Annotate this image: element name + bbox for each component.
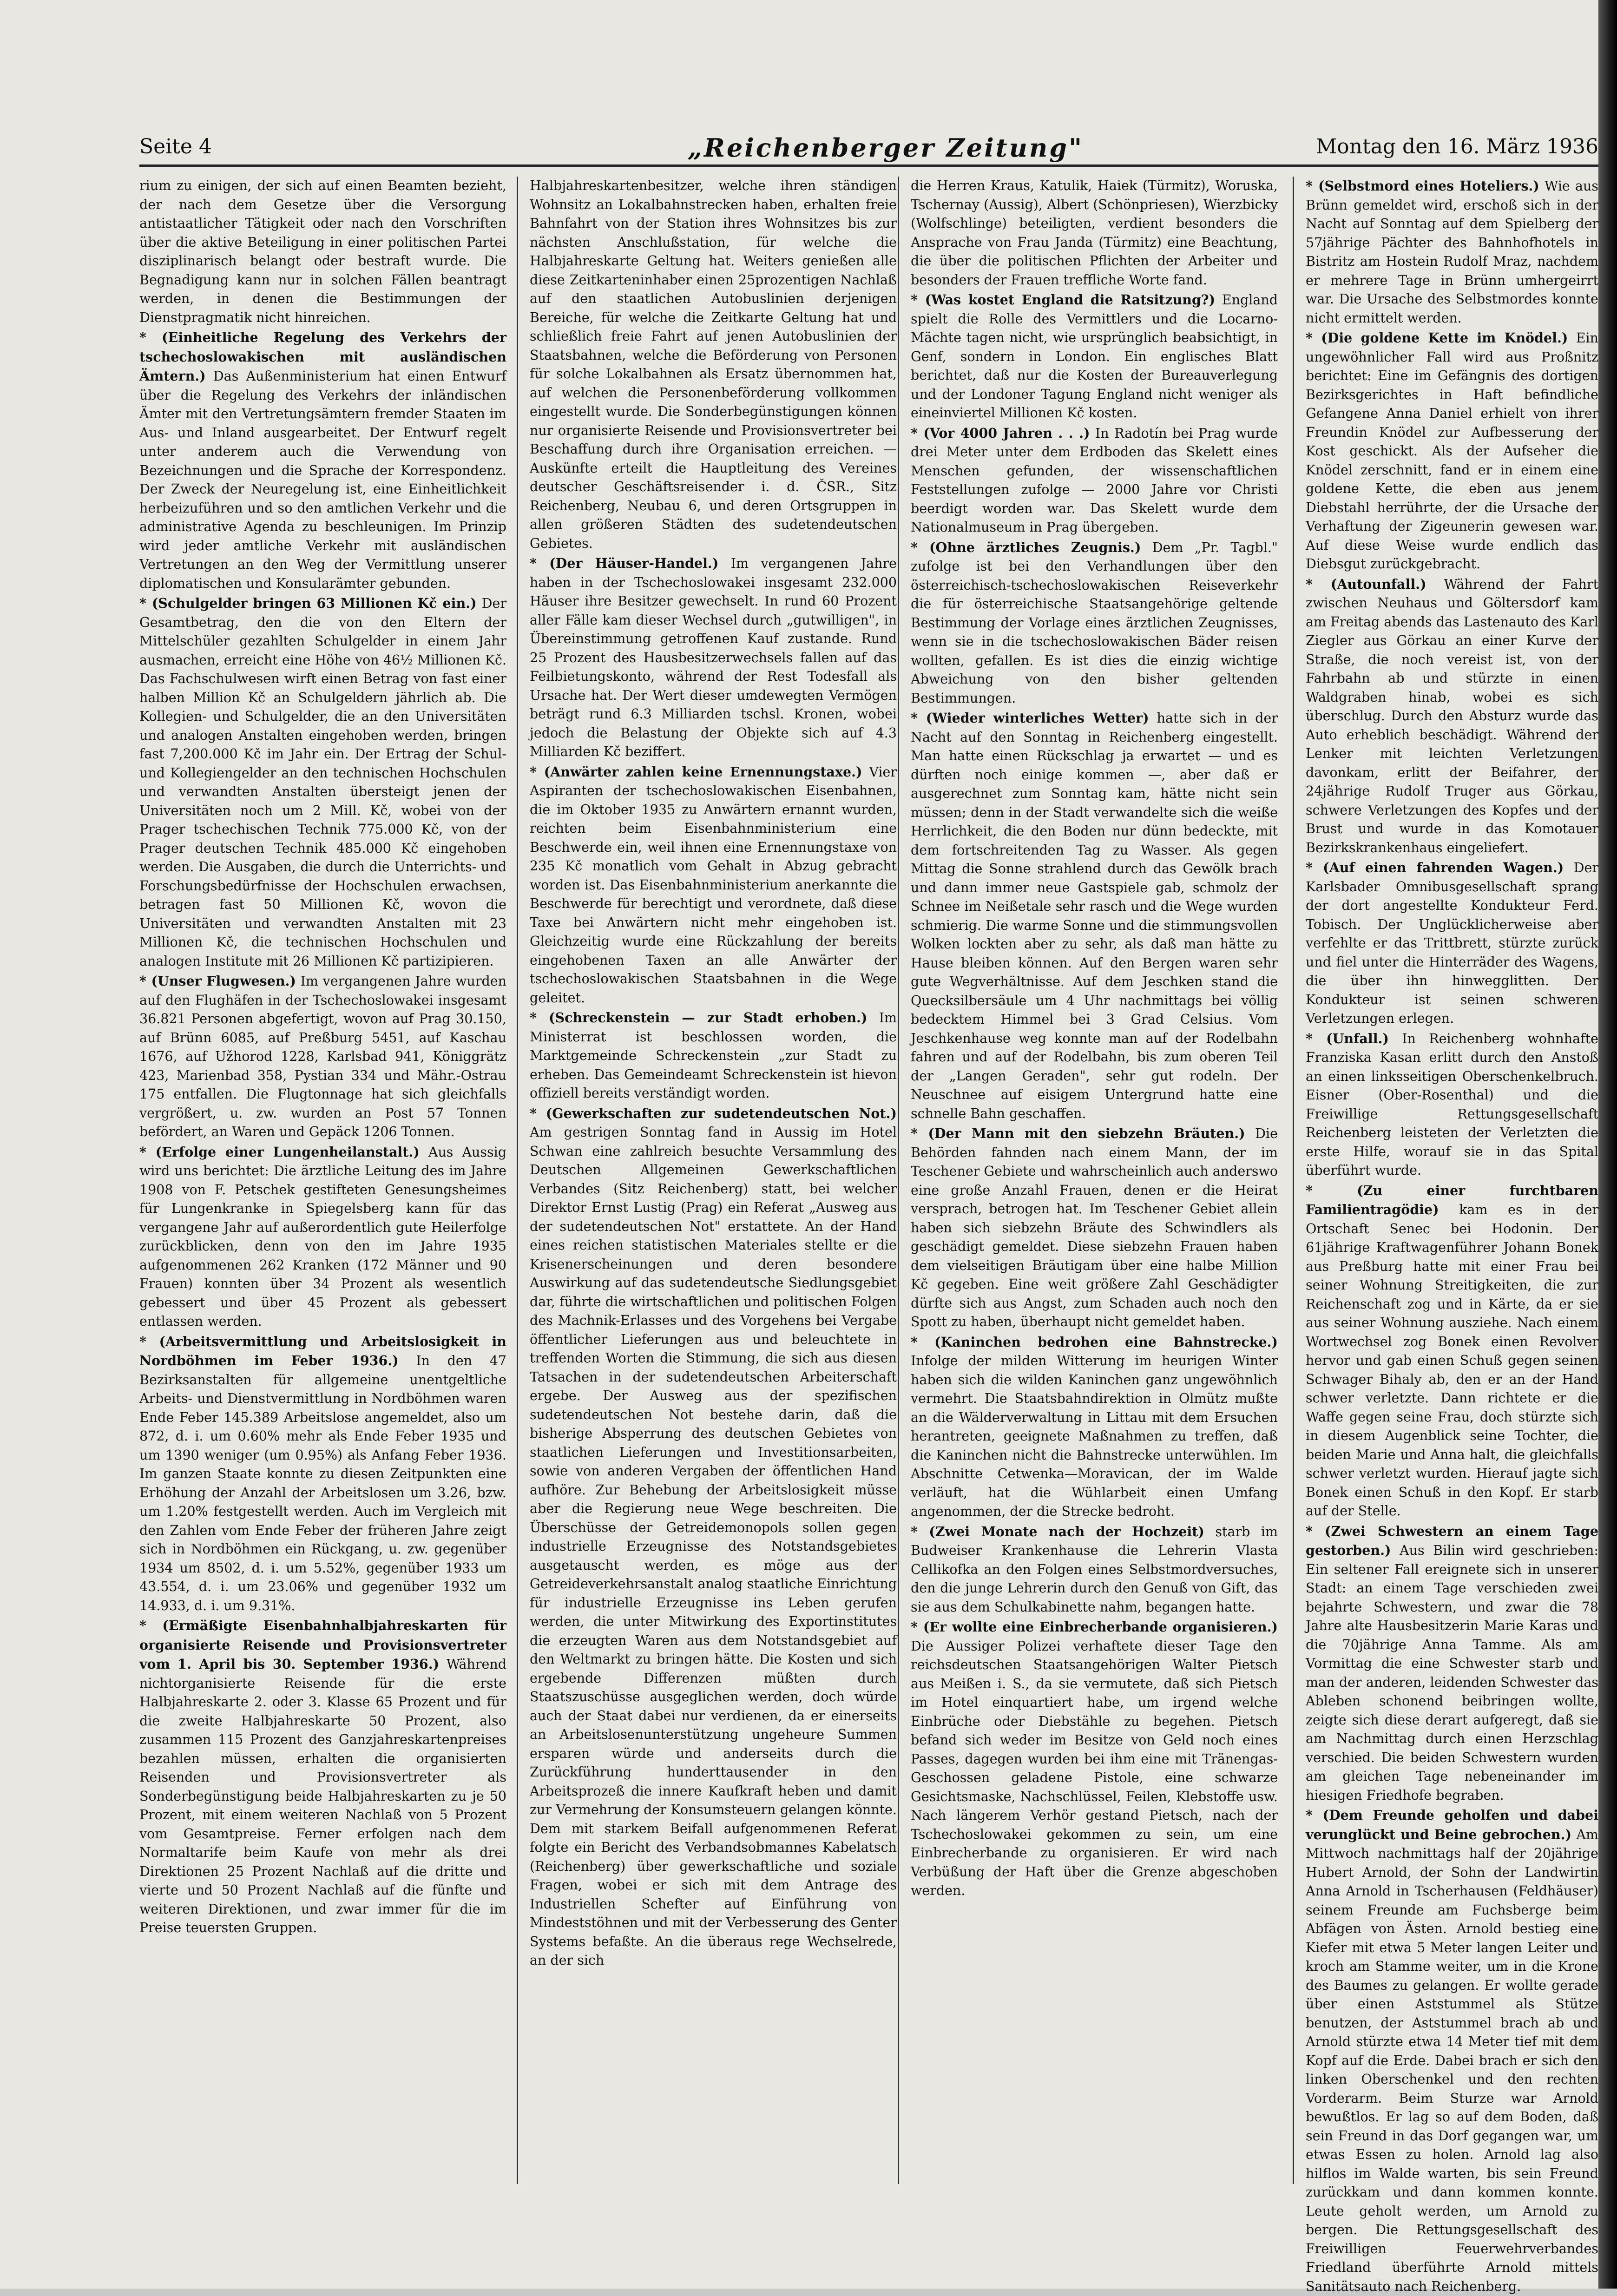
article-paragraph: * (Dem Freunde geholfen und dabei verunglückt und Beine gebrochen.) Am Mittwoch nachmittags half der 20jährige Hubert Arnold, der Sohn der Landwirtin Anna Arnold in Tscherhausen (Feldhäuser) seinem Freunde am Fuchsberge beim Abfägen von Ästen. Arnold bestieg eine Kiefer mit etwa 5 Meter langen Leiter und kroch am Stamme weiter, um in die Krone des Baumes zu gelangen. Er wollte gerade über einen Aststummel als Stütze benutzen, der Aststummel brach ab und Arnold stürzte etwa 14 Meter tief mit dem Kopf auf die Erde. Dabei brach er sich den linken Oberschenkel und den rechten Vorderarm. Beim Sturze war Arnold bewußtlos. Er lag so auf dem Boden, daß sein Freund in das Dorf gegangen war, um etwas Essen zu holen. Arnold lag also hilflos im Walde warten, bis sein Freund zurückkam und dann kommen konnte. Leute geholt werden, um Arnold zu bergen. Die Rettungsgesellschaft des Freiwilligen Feuerwehrverbandes Friedland überführte Arnold mittels Sanitätsauto nach Reichenberg.	[1306, 1807, 1598, 2294]
article-headline: * (Schreckenstein — zur Stadt erhoben.)	[530, 1010, 868, 1026]
article-paragraph: * (Unfall.) In Reichenberg wohnhafte Franziska Kasan erlitt durch den Anstoß an einen linksseitigen Oberschenkelbruch. Eisner (Ober-Rosenthal) und die Freiwillige Rettungsgesellschaft Reichenberg leisteten der Verletzten die erste Hilfe, worauf sie in das Spital überführt wurde.	[1306, 1030, 1598, 1178]
article-paragraph: * (Anwärter zahlen keine Ernennungstaxe.) Vier Aspiranten der tschechoslowakischen Eisenbahnen, die im Oktober 1935 zu Anwärtern ernannt wurden, reichten beim Eisenbahnministerium eine Beschwerde ein, weil ihnen eine Ernennungstaxe von 235 Kč monatlich vom Gehalt in Abzug gebracht worden ist. Das Eisenbahnministerium anerkannte die Beschwerde für berechtigt und verordnete, daß diese Taxe bei Anwärtern nicht mehr eingehoben ist. Gleichzeitig wurde eine Rückzahlung der bereits eingehobenen Taxen an alle Anwärter der tschechoslowakischen Staatsbahnen in die Wege geleitet.	[530, 763, 897, 1006]
article-headline: * (Er wollte eine Einbrecherbande organisieren.)	[911, 1619, 1278, 1635]
article-headline: * (Zu einer furchtbaren Familientragödie)	[1306, 1182, 1598, 1217]
article-paragraph: * (Wieder winterliches Wetter) hatte sich in der Nacht auf den Sonntag in Reichenberg eingestellt. Man hatte einen Rückschlag ja erwartet — und es dürften noch einige kommen —, aber daß er ausgerechnet zum Sonntag kam, hätte nicht sein müssen; denn in der Stadt verwandelte sich die weiße Herrlichkeit, die den Boden nur dünn bedeckte, mit dem fortschreitenden Tag zu Wasser. Als gegen Mittag die Sonne strahlend durch das Gewölk brach und dann immer neue Gastspiele gab, schmolz der Schnee im Neißetale sehr rasch und die Wege wurden schmierig. Die warme Sonne und die stimmungsvollen Wolken lockten aber zu sehr, als daß man hätte zu Hause bleiben können. Auf den Bergen waren sehr gute Wegverhältnisse. Auf dem Jeschken stand die Quecksilbersäule um 4 Uhr nachmittags bei völlig bedecktem Himmel bei 3 Grad Celsius. Vom Jeschkenhause weg konnte man auf der Rodelbahn fahren und auf der Rodelbahn, bis zum oberen Teil der „Langen Geraden", sehr gut rodeln. Der Neuschnee auf eisigem Untergrund hatte eine schnelle Bahn geschaffen.	[911, 710, 1278, 1121]
article-headline: * (Wieder winterliches Wetter)	[911, 710, 1149, 726]
article-paragraph: * (Was kostet England die Ratsitzung?) England spielt die Rolle des Vermittlers und die Locarno-Mächte tagen nicht, wie ursprünglich beabsichtigt, in Genf, sondern in London. Ein englisches Blatt berichtet, daß nur die Kosten der Bureauverlegung und der Londoner Tagung England nicht weniger als eineinviertel Millionen Kč kosten.	[911, 292, 1278, 421]
article-headline: * (Auf einen fahrenden Wagen.)	[1306, 860, 1564, 875]
column-1	[139, 177, 506, 2184]
article-headline: * (Dem Freunde geholfen und dabei verunglückt und Beine gebrochen.)	[1306, 1807, 1598, 1842]
article-headline: * (Vor 4000 Jahren . . .)	[911, 425, 1090, 441]
article-headline: * (Der Häuser-Handel.)	[530, 555, 719, 571]
article-headline: * (Anwärter zahlen keine Ernennungstaxe.)	[530, 763, 862, 780]
article-paragraph: * (Arbeitsvermittlung und Arbeitslosigkeit in Nordböhmen im Feber 1936.) In den 47 Bezirksanstalten für allgemeine unentgeltliche Arbeits- und Dienstvermittlung in Nordböhmen waren Ende Feber 145.389 Arbeitslose angemeldet, also um 872, d. i. um 0.60% mehr als Ende Feber 1935 und um 1390 weniger (um 0.95%) als Anfang Feber 1936. Im ganzen Staate konnte zu diesen Zeitpunkten eine Erhöhung der Anzahl der Arbeitslosen um 3.26, bzw. um 1.20% festgestellt werden. Auch im Vergleich mit den Zahlen vom Ende Feber der früheren Jahre zeigt sich in Nordböhmen ein Rückgang, u. zw. gegenüber 1934 um 8502, d. i. um 5.52%, gegenüber 1933 um 43.554, d. i. um 23.06% und gegenüber 1932 um 14.933, d. i. um 9.31%.	[139, 1333, 506, 1613]
article-paragraph: * (Einheitliche Regelung des Verkehrs der tschechoslowakischen mit ausländischen Ämtern.) Das Außenministerium hat einen Entwurf über die Regelung des Verkehrs der inländischen Ämter mit den Vertretungsämtern fremder Staaten im Aus- und Inland ausgearbeitet. Der Entwurf regelt unter anderem auch die Verwendung von Bezeichnungen und die Sprache der Korrespondenz. Der Zweck der Neuregelung ist, eine Einheitlichkeit herbeizuführen und so den amtlichen Verkehr und die administrative Agenda zu beschleunigen. Im Prinzip wird jeder amtliche Verkehr mit ausländischen Vertretungen an den Weg der Vermittlung unserer diplomatischen und Konsularämter gebunden.	[139, 329, 506, 591]
article-paragraph: * (Erfolge einer Lungenheilanstalt.) Aus Aussig wird uns berichtet: Die ärztliche Leitung des im Jahre 1908 von F. Petschek gestifteten Genesungsheimes für Lungenkranke in Spiegelsberg kann für das vergangene Jahr auf außerordentlich gute Heilerfolge zurückblicken, denn von den im Jahre 1935 aufgenommenen 262 Kranken (172 Männer und 90 Frauen) konnten über 34 Prozent als wesentlich gebessert und über 45 Prozent als gebessert entlassen werden.	[139, 1144, 506, 1329]
article-paragraph: * (Schulgelder bringen 63 Millionen Kč ein.) Der Gesamtbetrag, den die von den Eltern der Mittelschüler gezahlten Schulgelder in einem Jahr ausmachen, erreicht eine Höhe von 46½ Millionen Kč. Das Fachschulwesen wirft einen Betrag von fast einer halben Million Kč an Schulgeldern jährlich ab. Die Kollegien- und Schulgelder, die an den Universitäten und analogen Anstalten eingehoben werden, bringen fast 7,200.000 Kč im Jahr ein. Der Ertrag der Schul- und Kollegiengelder an den technischen Hochschulen und verwandten Anstalten übersteigt jenen der Universitäten noch um 2 Mill. Kč, wobei von der Prager tschechischen Technik 775.000 Kč, von der Prager deutschen Technik 485.000 Kč eingehoben werden. Die Ausgaben, die durch die Unterrichts- und Forschungsbedürfnisse der Hochschulen erwachsen, betragen fast 50 Millionen Kč, wovon die Universitäten und verwandten Anstalten mit 23 Millionen Kč, die technischen Hochschulen und analogen Institute mit 26 Millionen Kč partizipieren.	[139, 595, 506, 969]
article-headline: * (Die goldene Kette im Knödel.)	[1306, 330, 1568, 346]
article-paragraph: * (Autounfall.) Während der Fahrt zwischen Neuhaus und Göltersdorf kam am Freitag abends das Lastenauto des Karl Ziegler aus Görkau an einer Kurve der Straße, die noch vereist ist, von der Fahrbahn ab und stürzte in einen Waldgraben hinab, wobei es sich überschlug. Durch den Absturz wurde das Auto erheblich beschädigt. Während der Lenker mit leichten Verletzungen davonkam, erlitt der Beifahrer, der 24jährige Rudolf Truger aus Görkau, schwere Verletzungen des Kopfes und der Brust und wurde in das Komotauer Bezirkskrankenhaus eingeliefert.	[1306, 576, 1599, 855]
header-rule	[139, 164, 1598, 167]
article-paragraph: * (Vor 4000 Jahren . . .) In Radotín bei Prag wurde drei Meter unter dem Erdboden das Skelett eines Menschen gefunden, der wissenschaftlichen Feststellungen zufolge — 2000 Jahre vor Christi beerdigt worden war. Das Skelett wurde dem Nationalmuseum in Prag übergeben.	[911, 425, 1278, 535]
article-paragraph: * (Selbstmord eines Hoteliers.) Wie aus Brünn gemeldet wird, erschoß sich in der Nacht auf Sonntag auf dem Spielberg der 57jährige Pächter des Bahnhofhotels in Bistritz am Hostein Rudolf Mraz, nachdem er mehrere Tage in Brünn umhergeirrt war. Die Ursache des Selbstmordes konnte nicht ermittelt werden.	[1306, 178, 1598, 326]
article-paragraph: * (Auf einen fahrenden Wagen.) Der Karlsbader Omnibusgesellschaft sprang der dort angestellte Kondukteur Ferd. Tobisch. Der Unglücklicherweise aber verfehlte er das Trittbrett, stürzte zurück und fiel unter die Hinterräder des Wagens, die über ihn hinwegglitten. Der Kondukteur ist seinen schweren Verletzungen erlegen.	[1306, 860, 1598, 1026]
article-paragraph: * (Zwei Schwestern an einem Tage gestorben.) Aus Bilin wird geschrieben: Ein seltener Fall ereignete sich in unserer Stadt: an einem Tage verschieden zwei bejahrte Schwestern, und zwar die 78 Jahre alte Hausbesitzerin Marie Karas und die 70jährige Anna Tamme. Als am Vormittag die eine Schwester starb und man der anderen, leidenden Schwester das Ableben schonend beibringen wollte, zeigte sich diese derart aufgeregt, daß sie am Nachmittag durch einen Herzschlag verschied. Die beiden Schwestern wurden am gleichen Tage nebeneinander im hiesigen Friedhofe begraben.	[1306, 1523, 1598, 1803]
scan-edge	[1598, 0, 1617, 2289]
article-paragraph: * (Unser Flugwesen.) Im vergangenen Jahre wurden auf den Flughäfen in der Tschechoslowakei insgesamt 36.821 Personen abgefertigt, wovon auf Prag 30.150, auf Brünn 6085, auf Preßburg 5451, auf Kaschau 1676, auf Užhorod 1228, Karlsbad 941, Königgrätz 423, Marienbad 358, Pystian 334 und Mähr.-Ostrau 175 entfallen. Die Flugtonnage hat sich gleichfalls vergrößert, u. zw. wurden an Post 57 Tonnen befördert, an Waren und Gepäck 1206 Tonnen.	[139, 973, 506, 1139]
article-headline: * (Schulgelder bringen 63 Millionen Kč ein.)	[139, 595, 477, 611]
article-headline: * (Der Mann mit den siebzehn Bräuten.)	[911, 1125, 1245, 1141]
article-paragraph: * (Er wollte eine Einbrecherbande organisieren.) Die Aussiger Polizei verhaftete dieser Tage den reichsdeutschen Staatsangehörigen Walter Pietsch aus Meißen i. S., da sie vermutete, daß sich Pietsch im Hotel einquartiert habe, um irgend welche Einbrüche oder Diebstähle zu begehen. Pietsch befand sich weder im Besitze von Geld noch eines Passes, dagegen wurden bei ihm eine mit Tränengas-Geschossen geladene Pistole, eine schwarze Gesichtsmaske, Nachschlüssel, Feilen, Klebstoffe usw. Nach längerem Verhör gestand Pietsch, nach der Tschechoslowakei gekommen zu sein, um eine Einbrecherbande zu organisieren. Er wird nach Verbüßung der Haft über die Grenze abgeschoben werden.	[911, 1619, 1278, 1898]
article-paragraph: * (Der Häuser-Handel.) Im vergangenen Jahre haben in der Tschechoslowakei insgesamt 232.000 Häuser ihre Besitzer gewechselt. In rund 60 Prozent aller Fälle kam dieser Wechsel durch „gutwilligen", in Übereinstimmung getroffenen Kauf zustande. Rund 25 Prozent des Hausbesitzerwechsels fallen auf das Feilbietungskonto, während der Rest Todesfall als Ursache hat. Der Wert dieser umdewegten Vermögen beträgt rund 6.3 Milliarden tschsl. Kronen, wobei jedoch die Belastung der Objekte sich auf 4.3 Milliarden Kč beziffert.	[530, 555, 897, 759]
article-headline: * (Unfall.)	[1306, 1030, 1389, 1046]
article-headline: * (Zwei Schwestern an einem Tage gestorben.)	[1306, 1523, 1598, 1558]
article-paragraph: * (Die goldene Kette im Knödel.) Ein ungewöhnlicher Fall wird aus Proßnitz berichtet: Eine im Gefängnis des dortigen Bezirksgerichtes in Haft befindliche Gefangene Anna Daniel erhielt von ihrer Freundin Knödel zur Aufbesserung der Kost geschickt. Als der Aufseher die Knödel zerschnitt, fand er in einem eine goldene Kette, die eben aus jenem Diebstahl herrührte, der die Ursache der Verhaftung der Zigeunerin gewesen war. Auf diese Weise wurde endlich das Diebsgut zurückgebracht.	[1306, 330, 1598, 572]
column-divider	[517, 177, 518, 2184]
article-paragraph: * (Zu einer furchtbaren Familientragödie) kam es in der Ortschaft Senec bei Hodonin. Der 61jährige Kraftwagenführer Johann Bonek aus Preßburg hatte mit einer Frau bei seiner Wohnung Streitigkeiten, die zur Reichenschaft zog und in Kärte, da er sie aus seiner Wohnung ausziehe. Nach einem Wortwechsel zog Bonek einen Revolver hervor und gab einen Schuß gegen seinen Schwager Bihaly ab, den er an der Hand schwer verletzte. Dann richtete er die Waffe gegen seine Frau, doch stürzte sich in diesem Augenblick seine Tochter, die beiden Marie und Anna halt, die gleichfalls schwer verletzt wurden. Hierauf jagte sich Bonek einen Schuß in den Kopf. Er starb auf der Stelle.	[1306, 1182, 1598, 1519]
article-paragraph: * (Gewerkschaften zur sudetendeutschen Not.) Am gestrigen Sonntag fand in Aussig im Hotel Schwan eine zahlreich besuchte Versammlung des Deutschen Allgemeinen Gewerkschaftlichen Verbandes (Sitz Reichenberg) statt, bei welcher Direktor Ernst Lustig (Prag) ein Referat „Ausweg aus der sudetendeutschen Not" erstattete. An der Hand eines reichen statistischen Materiales stellte er die Krisenerscheinungen und deren besondere Auswirkung auf das sudetendeutsche Siedlungsgebiet dar, führte die wirtschaftlichen und politischen Folgen des Machnik-Erlasses und des Vorgehens bei Vergabe öffentlicher Lieferungen aus und beleuchtete in treffenden Worten die Stimmung, die sich aus diesen Tatsachen in der sudetendeutschen Arbeiterschaft ergebe. Der Ausweg aus der spezifischen sudetendeutschen Not bestehe darin, daß die bisherige Absperrung des deutschen Gebietes von staatlichen Lieferungen und Investitionsarbeiten, sowie von anderen Vergaben der öffentlichen Hand aufhöre. Zur Behebung der Arbeitslosigkeit müsse aber die Regierung neue Wege beschreiten. Die Überschüsse der Getreidemonopols sollen gegen industrielle Erzeugnisse des Notstandsgebietes ausgetauscht werden, es möge aus der Getreideverkehrsanstalt analog staatliche Einrichtung für industrielle Erzeugnisse ins Leben gerufen werden, die unter Mitwirkung des Exportinstitutes die erzeugten Waren aus dem Notstandsgebiet auf den Weltmarkt zu bringen hätte. Die Kosten und sich ergebende Differenzen müßten durch Staatszuschüsse ausgeglichen werden, doch würde auch der Staat dabei nur verdienen, da er einerseits an Arbeitslosenunterstützung ungeheure Summen ersparen würde und anderseits durch die Zurückführung hunderttausender in den Arbeitsprozeß die innere Kaufkraft heben und damit zur Vermehrung der Konsumsteuern gelangen könnte. Dem mit starkem Beifall aufgenommenen Referat folgte ein Bericht des Verbandsobmannes Kabelatsch (Reichenberg) über gewerkschaftliche und soziale Fragen, wobei er sich mit dem Antrage des Industriellen Schefter auf Einführung von Mindeststöhnen und mit der Verbesserung des Genter Systems befaßte. An die überaus rege Wechselrede, an der sich	[530, 1105, 897, 1968]
article-headline: * (Erfolge einer Lungenheilanstalt.)	[139, 1144, 420, 1160]
article-paragraph: * (Schreckenstein — zur Stadt erhoben.) Im Ministerrat ist beschlossen worden, die Marktgemeinde Schreckenstein „zur Stadt zu erheben. Das Gemeindeamt Schreckenstein ist hievon offiziell bereits verständigt worden.	[530, 1010, 897, 1101]
article-headline: * (Arbeitsvermittlung und Arbeitslosigkeit in Nordböhmen im Feber 1936.)	[139, 1333, 506, 1368]
article-headline: * (Selbstmord eines Hoteliers.)	[1306, 178, 1539, 194]
article-paragraph: Halbjahreskartenbesitzer, welche ihren ständigen Wohnsitz an Lokalbahnstrecken haben, erhalten freie Bahnfahrt von der Station ihres Wohnsitzes bis zur nächsten Anschlußstation, für welche die Halbjahreskarte Geltung hat. Weiters genießen alle diese Zeitkarteninhaber einen 25prozentigen Nachlaß auf den staatlichen Autobuslinien derjenigen Bereiche, für welche die Zeitkarte Geltung hat und schließlich freie Fahrt auf jenen Autobuslinien der Staatsbahnen, welche die Beförderung von Personen für solche Lokalbahnen als Ersatz übernommen hat, auf welchen die Personenbeförderung vollkommen eingestellt wurde. Die Sonderbegünstigungen können nur organisierte Reisende und Provisionsvertreter bei Beschaffung durch ihre Organisation erreichen. — Auskünfte erteilt die Hauptleitung des Vereines deutscher Geschäftsreisender i. d. ČSR., Sitz Reichenberg, Neubau 6, und deren Ortsgruppen in allen größeren Städten des sudetendeutschen Gebietes.	[530, 178, 897, 551]
article-headline: * (Unser Flugwesen.)	[139, 973, 296, 989]
column-divider	[1293, 177, 1294, 2184]
article-headline: * (Kaninchen bedrohen eine Bahnstrecke.)	[911, 1334, 1278, 1350]
article-paragraph: * (Ohne ärztliches Zeugnis.) Dem „Pr. Tagbl." zufolge ist bei den Verhandlungen über den österreichisch-tschechoslowakischen Reiseverkehr die für österreichische Staatsangehörige geltende Bestimmung der Vorlage eines ärztlichen Zeugnisses, wenn sie in die tschechoslowakischen Bäder reisen wollten, gefallen. Es ist dies die einzig wichtige Abweichung von den bisher geltenden Bestimmungen.	[911, 539, 1278, 706]
article-headline: * (Zwei Monate nach der Hochzeit)	[911, 1523, 1204, 1539]
article-paragraph: * (Kaninchen bedrohen eine Bahnstrecke.) Infolge der milden Witterung im heurigen Winter haben sich die wilden Kaninchen ganz ungewöhnlich vermehrt. Die Staatsbahndirektion in Olmütz mußte an die Wälderverwaltung in Littau mit dem Ersuchen herantreten, geeignete Maßnahmen zu treffen, daß die Kaninchen nicht die Bahnstrecke unterwühlen. Im Abschnitte Cetwenka—Moravican, der im Walde verläuft, hat die Wühlarbeit einen Umfang angenommen, der die Strecke bedroht.	[911, 1334, 1278, 1519]
article-headline: * (Gewerkschaften zur sudetendeutschen Not.)	[530, 1105, 897, 1121]
column-divider	[898, 177, 899, 2184]
article-paragraph: * (Ermäßigte Eisenbahnhalbjahreskarten für organisierte Reisende und Provisionsvertreter vom 1. April bis 30. September 1936.) Während nichtorganisierte Reisende für die erste Halbjahreskarte 2. oder 3. Klasse 65 Prozent und für die zweite Halbjahreskarte 50 Prozent, also zusammen 115 Prozent des Ganzjahreskartenpreises bezahlen müssen, erhalten die organisierten Reisenden und Provisionsvertreter als Sonderbegünstigung beide Halbjahreskarten zu je 50 Prozent, mit einem weiteren Nachlaß von 5 Prozent vom Gesamtpreise. Ferner erfolgen nach dem Normaltarife beim Kaufe von mehr als drei Direktionen 25 Prozent Nachlaß auf die dritte und vierte und 50 Prozent Nachlaß auf die fünfte und weiteren Direktionen, und zwar immer für die im Preise teuersten Gruppen.	[139, 1618, 506, 1935]
column-3	[911, 177, 1278, 2184]
article-paragraph: * (Zwei Monate nach der Hochzeit) starb im Budweiser Krankenhause die Lehrerin Vlasta Cellikofka an den Folgen eines Selbstmordversuches, den die junge Lehrerin durch den Genuß von Gift, das sie aus dem Schulkabinette nahm, begangen hatte.	[911, 1523, 1278, 1615]
article-headline: * (Ermäßigte Eisenbahnhalbjahreskarten für organisierte Reisende und Provisionsvertreter vom 1. April bis 30. September 1936.)	[139, 1618, 506, 1672]
article-headline: * (Autounfall.)	[1306, 576, 1426, 592]
issue-date: Montag den 16. März 1936	[1316, 135, 1598, 158]
article-paragraph: die Herren Kraus, Katulik, Haiek (Türmitz), Woruska, Tschernay (Aussig), Albert (Schönpriesen), Wierzbicky (Wolfschlinge) beteiligten, verdient besonders die Ansprache von Frau Janda (Türmitz) eine Beachtung, die über die politischen Pflichten der Arbeiter und besonders der Frauen treffliche Worte fand.	[911, 178, 1278, 288]
article-headline: * (Was kostet England die Ratsitzung?)	[911, 292, 1216, 308]
page-header	[139, 133, 1598, 161]
article-headline: * (Einheitliche Regelung des Verkehrs der tschechoslowakischen mit ausländischen Ämtern.)	[139, 329, 506, 384]
article-paragraph: * (Der Mann mit den siebzehn Bräuten.) Die Behörden fahnden nach einem Mann, der im Teschener Gebiete und wahrscheinlich auch anderswo eine große Anzahl Frauen, denen er die Heirat versprach, betrogen hat. Im Teschener Gebiet allein haben sich siebzehn Bräute des Schwindlers als geschädigt gemeldet. Diese siebzehn Frauen haben dem vielseitigen Bräutigam über eine halbe Million Kč gegeben. Eine weit größere Zahl Geschädigter dürfte sich aus Angst, zum Schaden auch noch den Spott zu haben, überhaupt nicht gemeldet haben.	[911, 1125, 1278, 1329]
article-paragraph: rium zu einigen, der sich auf einen Beamten bezieht, der nach dem Gesetze über die Versorgung antistaatlicher Tätigkeit oder nach den Vorschriften über die aktive Beteiligung in einer politischen Partei disziplinarisch belangt oder bestraft wurde. Die Begnadigung kann nur in solchen Fällen beantragt werden, in denen die Bestimmungen der Dienstpragmatik nicht hinreichen.	[139, 178, 506, 325]
newspaper-title: „Reichenberger Zeitung"	[688, 133, 1084, 163]
article-headline: * (Ohne ärztliches Zeugnis.)	[911, 539, 1141, 555]
column-4	[1306, 177, 1599, 2294]
column-2	[530, 177, 897, 2184]
page-number: Seite 4	[139, 135, 212, 158]
